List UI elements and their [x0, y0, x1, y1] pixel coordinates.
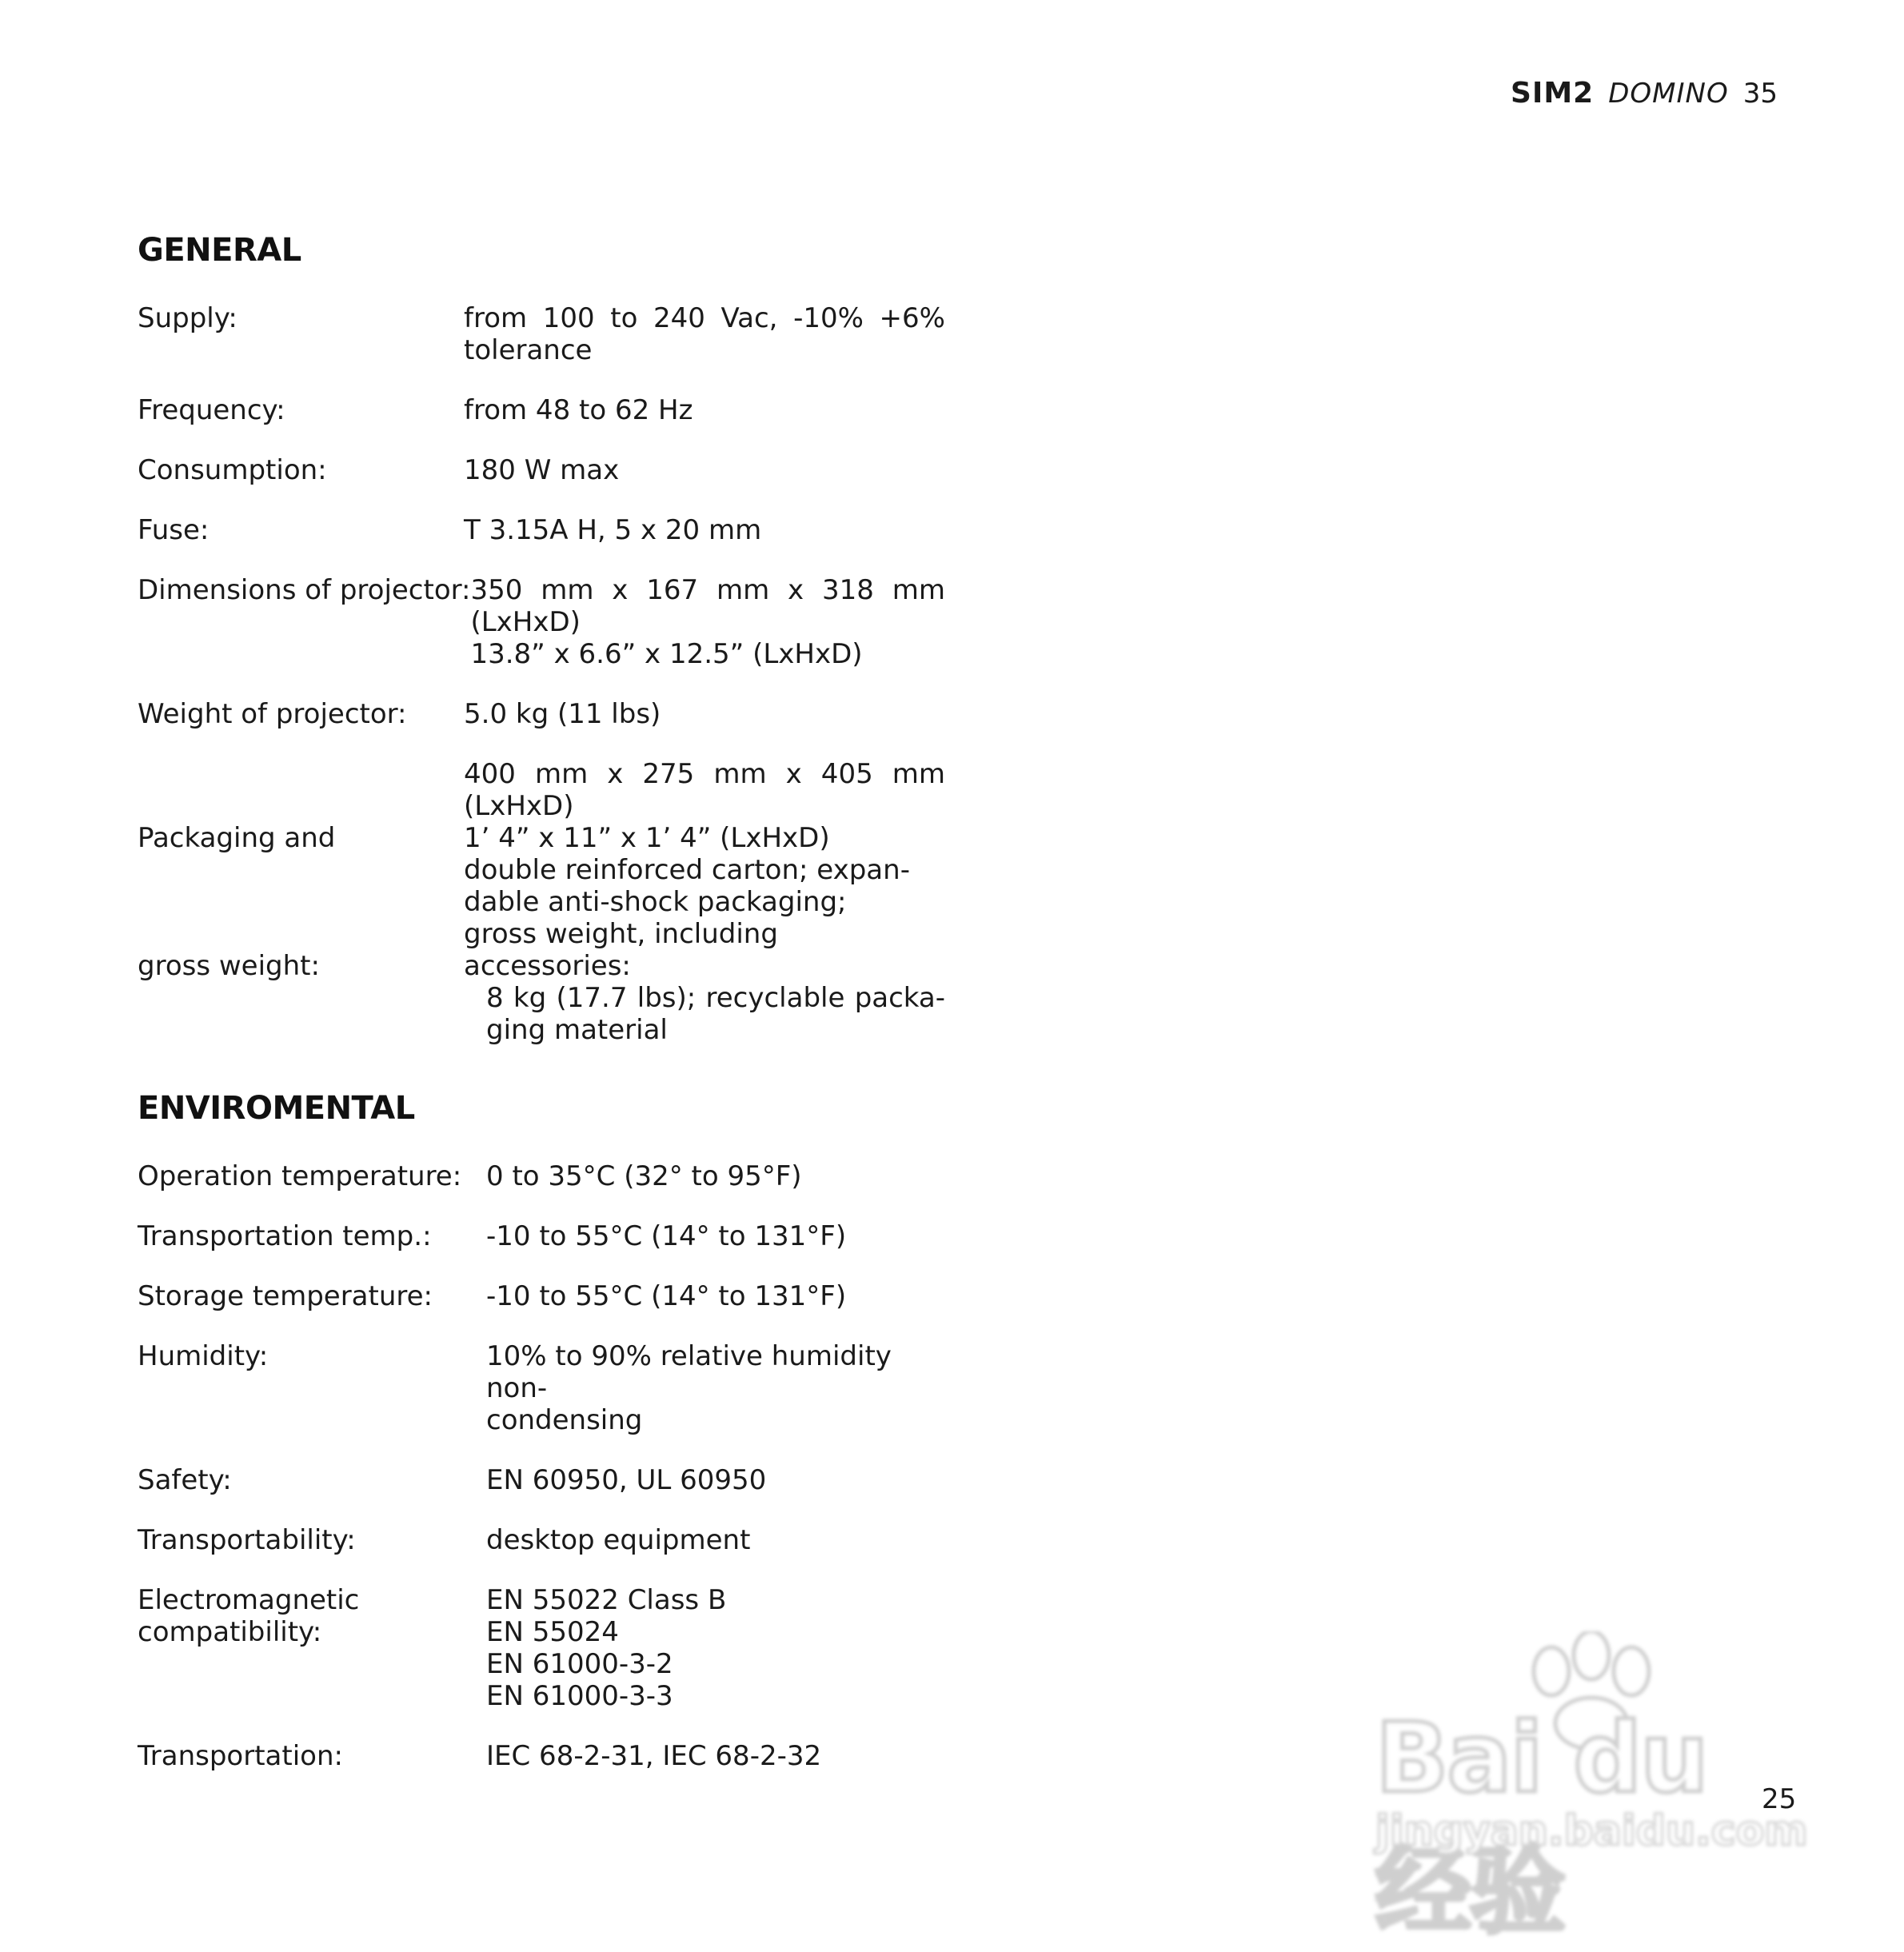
model-number: 35 — [1742, 78, 1778, 110]
spec-label: Consumption: — [138, 454, 327, 486]
spec-label: Fuse: — [138, 514, 210, 546]
general-specs — [138, 302, 945, 1046]
spec-value: T 3.15A H, 5 x 20 mm — [464, 514, 762, 546]
spec-row-safety — [138, 1464, 945, 1496]
spec-values — [464, 698, 945, 730]
spec-values — [464, 454, 945, 486]
model-name: DOMINO — [1608, 78, 1729, 110]
spec-values — [464, 758, 945, 1046]
spec-values — [486, 1220, 945, 1252]
spec-value: gross weight, including accessories: — [464, 918, 778, 982]
spec-label: Electromagnetic compatibility: — [138, 1584, 360, 1648]
spec-values — [464, 394, 945, 426]
page-number: 25 — [1762, 1783, 1797, 1815]
spec-row-supply — [138, 302, 945, 366]
spec-value: 5.0 kg (11 lbs) — [464, 698, 661, 730]
spec-row-weight — [138, 698, 945, 730]
spec-row-transportation — [138, 1740, 945, 1772]
environmental-title: ENVIROMENTAL — [138, 1090, 415, 1127]
general-title: GENERAL — [138, 232, 301, 269]
spec-value: (LxHxD) — [464, 790, 574, 822]
spec-value: 10% to 90% relative humidity non- — [486, 1340, 892, 1404]
spec-value: 13.8” x 6.6” x 12.5” (LxHxD) — [470, 638, 863, 670]
spec-row-emc — [138, 1584, 945, 1712]
spec-value: 0 to 35°C (32° to 95°F) — [486, 1160, 802, 1192]
spec-values — [464, 302, 945, 366]
spec-value: EN 60950, UL 60950 — [486, 1464, 767, 1496]
spec-row-frequency — [138, 394, 945, 426]
brand-logo: SIM2 — [1511, 77, 1595, 110]
page-header — [1511, 77, 1778, 110]
spec-value: desktop equipment — [486, 1524, 751, 1556]
spec-value: EN 55022 Class B — [486, 1584, 727, 1616]
spec-values — [486, 1160, 945, 1192]
spec-value: -10 to 55°C (14° to 131°F) — [486, 1280, 847, 1312]
environmental-specs — [138, 1160, 945, 1772]
spec-label — [138, 758, 464, 1046]
spec-value: 400 mm x 275 mm x 405 mm — [464, 758, 945, 790]
spec-value: EN 61000-3-3 — [486, 1680, 673, 1712]
spec-value: 350 mm x 167 mm x 318 mm — [470, 574, 945, 606]
spec-row-humidity — [138, 1340, 945, 1436]
spec-label: Safety: — [138, 1464, 232, 1496]
spec-row-transportability — [138, 1524, 945, 1556]
spec-value: from 48 to 62 Hz — [464, 394, 693, 426]
spec-label: Transportability: — [138, 1524, 356, 1556]
spec-values — [470, 574, 945, 670]
spec-value: double reinforced carton; expan- — [464, 854, 910, 886]
spec-value: IEC 68-2-31, IEC 68-2-32 — [486, 1740, 822, 1772]
spec-values — [486, 1584, 945, 1712]
spec-value: EN 61000-3-2 — [486, 1648, 673, 1680]
watermark-logo: Bai du 经验 — [1375, 1703, 1707, 1947]
spec-value: (LxHxD) — [470, 606, 581, 638]
spec-values — [486, 1524, 945, 1556]
spec-values — [486, 1340, 945, 1436]
spec-row-storage-temperature — [138, 1280, 945, 1312]
packaging-label-top: Packaging and — [138, 822, 336, 854]
baidu-watermark — [1359, 1631, 1808, 1947]
spec-label: Operation temperature: — [138, 1160, 462, 1192]
spec-value: dable anti-shock packaging; — [464, 886, 847, 918]
spec-values — [464, 514, 945, 546]
spec-label: Dimensions of projector: — [138, 574, 471, 606]
spec-label: Storage temperature: — [138, 1280, 433, 1312]
spec-label: Transportation temp.: — [138, 1220, 432, 1252]
spec-value: 1’ 4” x 11” x 1’ 4” (LxHxD) — [464, 822, 830, 854]
spec-label: Frequency: — [138, 394, 285, 426]
spec-values — [486, 1464, 945, 1496]
spec-label: Weight of projector: — [138, 698, 407, 730]
spec-value: EN 55024 — [486, 1616, 619, 1648]
packaging-label-bottom: gross weight: — [138, 950, 320, 982]
spec-values — [486, 1280, 945, 1312]
spec-label: Transportation: — [138, 1740, 343, 1772]
spec-row-fuse — [138, 514, 945, 546]
spec-row-consumption — [138, 454, 945, 486]
spec-value: 8 kg (17.7 lbs); recyclable packa- — [486, 982, 945, 1014]
spec-value: condensing — [486, 1404, 643, 1436]
spec-content — [138, 232, 945, 1800]
spec-row-operation-temperature — [138, 1160, 945, 1192]
spec-label: Supply: — [138, 302, 238, 334]
spec-values — [486, 1740, 945, 1772]
spec-value: tolerance — [464, 334, 593, 366]
spec-row-transportation-temp — [138, 1220, 945, 1252]
spec-value: 180 W max — [464, 454, 620, 486]
spec-value: ging material — [486, 1014, 668, 1046]
spec-label: Humidity: — [138, 1340, 269, 1372]
spec-row-packaging — [138, 758, 945, 1046]
spec-value: -10 to 55°C (14° to 131°F) — [486, 1220, 847, 1252]
spec-row-dimensions — [138, 574, 945, 670]
spec-value: from 100 to 240 Vac, -10% +6% — [464, 302, 945, 334]
watermark-url: jingyan.baidu.com — [1375, 1807, 1808, 1855]
